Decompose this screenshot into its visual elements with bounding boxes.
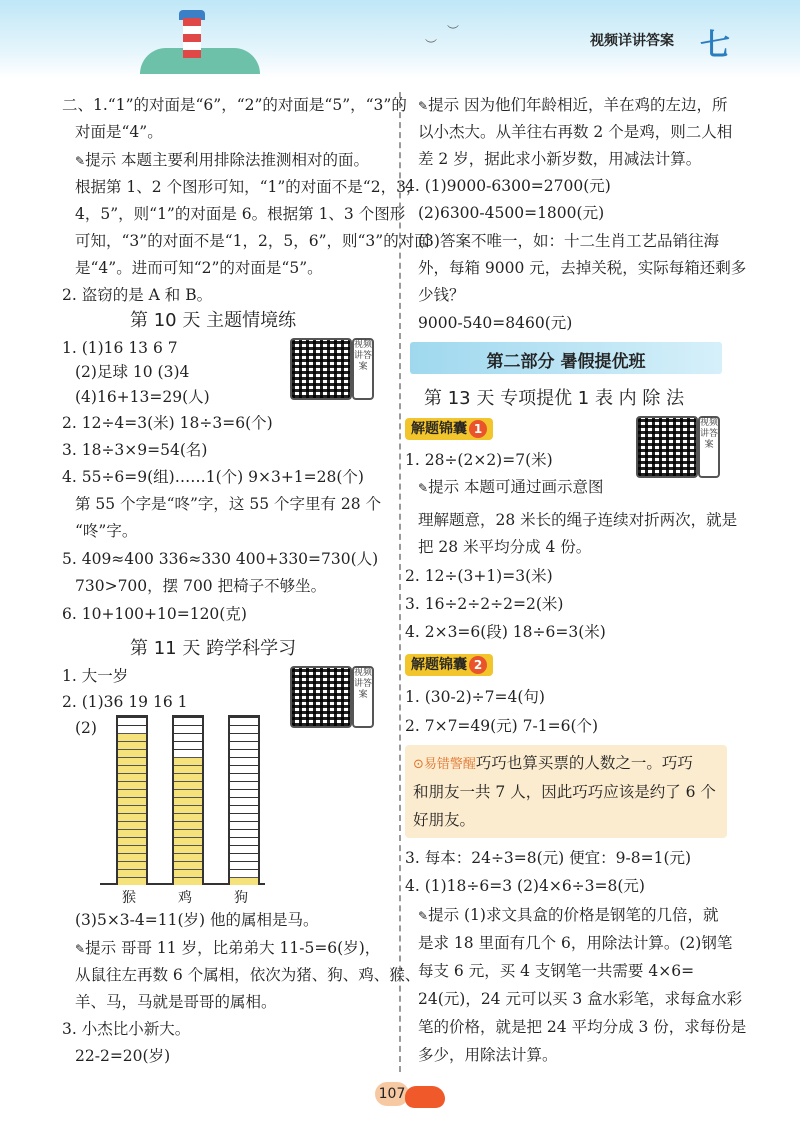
qr-code[interactable] — [636, 416, 698, 478]
hint-icon: ✎ — [75, 154, 86, 168]
hint-icon: ✎ — [418, 99, 429, 113]
warning-icon: ⊙ — [413, 757, 424, 772]
text-line: (2) — [75, 719, 97, 737]
text-line: 3. 18÷3×9=54(名) — [62, 441, 208, 459]
text-line: (4)16+13=29(人) — [75, 388, 210, 406]
section-title-day11: 第 11 天 跨学科学习 — [130, 638, 297, 659]
text-line: 对面是“4”。 — [75, 123, 163, 141]
hint-line — [418, 905, 718, 926]
part-banner — [410, 342, 722, 374]
text-line: (3)答案不唯一，如：十二生肖工艺品销往海 — [418, 232, 719, 250]
bird-icon: ︶ — [447, 24, 460, 38]
bar-1 — [172, 715, 204, 885]
category-label: 猴 — [122, 890, 136, 906]
text-line: 730>700，摆 700 把椅子不够坐。 — [75, 577, 327, 595]
text-line: 9000-540=8460(元) — [418, 314, 573, 332]
hint-icon: ✎ — [75, 942, 86, 956]
text-line: 2. 12÷(3+1)=3(米) — [405, 567, 553, 585]
qr-tag: 视频讲答案 — [698, 416, 720, 478]
bird-icon: ︶ — [425, 38, 438, 52]
warning-box — [405, 745, 727, 838]
text-line: “咚”字。 — [75, 522, 138, 540]
text-line: (2)6300-4500=1800(元) — [418, 204, 605, 222]
text-line: 羊、马，马就是哥哥的属相。 — [75, 993, 277, 1011]
text-line: 1. (30-2)÷7=4(句) — [405, 688, 545, 706]
text-line: 4，5”，则“1”的对面是 6。根据第 1、3 个图形 — [75, 205, 406, 223]
text-line: 把 28 米平均分成 4 份。 — [418, 538, 592, 556]
text-line: 22-2=20(岁) — [75, 1047, 171, 1065]
text-line: 4. 55÷6=9(组)……1(个) 9×3+1=28(个) — [62, 468, 364, 486]
text-line: 理解题意，28 米长的绳子连续对折两次，就是 — [418, 511, 738, 529]
badge-number: 2 — [469, 656, 487, 674]
text-line: 可知，“3”的对面不是“1，2，5，6”，则“3”的对面 — [75, 232, 430, 250]
text-line: 根据第 1、2 个图形可知，“1”的对面不是“2，3， — [75, 178, 422, 196]
hint-line — [75, 150, 369, 171]
hint-line — [418, 95, 728, 116]
badge-label: 解题锦囊 — [411, 657, 467, 673]
text-line: 3. 16÷2÷2÷2=2(米) — [405, 595, 564, 613]
section-title-day10: 第 10 天 主题情境练 — [130, 310, 297, 331]
warning-tag: 易错警醒 — [423, 757, 476, 772]
bar-fill-1 — [174, 757, 202, 885]
bar-fill-2 — [230, 877, 258, 885]
bar-0 — [116, 715, 148, 885]
text-line: 少钱？ — [418, 286, 465, 304]
hint-line — [418, 477, 604, 498]
hint-text: 提示 本题主要利用排除法推测相对的面。 — [85, 151, 369, 169]
text-line: 是“4”。进而可知“2”的对面是“5”。 — [75, 259, 323, 277]
hint-text: 提示 哥哥 11 岁，比弟弟大 11-5=6(岁)， — [85, 939, 381, 957]
text-line: 每支 6 元，买 4 支钢笔一共需要 4×6= — [418, 962, 695, 980]
text-line: 4. (1)18÷6=3 (2)4×6÷3=8(元) — [405, 877, 645, 895]
text-line: (2)足球 10 (3)4 — [75, 363, 190, 381]
text-line: 多少，用除法计算。 — [418, 1046, 558, 1064]
text-line: 1. 28÷(2×2)=7(米) — [405, 451, 553, 469]
hint-text: 提示 (1)求文具盒的价格是钢笔的几倍，就 — [428, 906, 719, 924]
submarine-icon — [405, 1086, 445, 1108]
hint-text: 提示 本题可通过画示意图 — [428, 478, 604, 496]
text-line: 笔的价格，就是把 24 平均分成 3 份，求每份是 — [418, 1018, 747, 1036]
section-title-day13: 第 13 天 专项提优 1 表 内 除 法 — [424, 388, 685, 409]
category-label: 鸡 — [178, 890, 192, 906]
text-line: 3. 小杰比小新大。 — [62, 1020, 191, 1038]
text-line: 1. 大一岁 — [62, 667, 129, 685]
text-line: 2. 7×7=49(元) 7-1=6(个) — [405, 717, 599, 735]
bar-fill-0 — [118, 733, 146, 885]
text-line: 4. 2×3=6(段) 18÷6=3(米) — [405, 623, 606, 641]
text-line: 第 55 个字是“咚”字，这 55 个字里有 28 个 — [75, 495, 382, 513]
warning-line: 好朋友。 — [413, 811, 476, 829]
text-line: 是求 18 里面有几个 6，用除法计算。(2)钢笔 — [418, 934, 733, 952]
warning-text: 巧巧也算买票的人数之一。巧巧 — [475, 754, 693, 772]
text-line: 二、1.“1”的对面是“6”，“2”的对面是“5”，“3”的 — [62, 96, 407, 114]
qr-tag: 视频讲答案 — [352, 338, 374, 400]
hint-icon: ✎ — [418, 481, 429, 495]
qr-code[interactable] — [290, 666, 352, 728]
hint-line — [75, 938, 380, 959]
banner-text: 第二部分 暑假提优班 — [486, 352, 646, 372]
text-line: 差 2 岁，据此求小新岁数，用减法计算。 — [418, 150, 702, 168]
header-title: 视频详讲答案 — [590, 33, 674, 49]
tip-badge-1 — [405, 418, 493, 440]
category-label: 狗 — [234, 890, 248, 906]
text-line: 2. (1)36 19 16 1 — [62, 693, 188, 711]
page-number: 107 — [375, 1082, 409, 1106]
text-line: 1. (1)16 13 6 7 — [62, 339, 178, 357]
page-header — [0, 0, 800, 78]
hint-icon: ✎ — [418, 909, 429, 923]
warning-line — [413, 753, 693, 775]
qr-tag: 视频讲答案 — [352, 666, 374, 728]
badge-label: 解题锦囊 — [411, 421, 467, 437]
text-line: (3)5×3-4=11(岁) 他的属相是马。 — [75, 911, 319, 929]
warning-line: 和朋友一共 7 人，因此巧巧应该是约了 6 个 — [413, 783, 716, 801]
lighthouse-tower — [183, 18, 201, 58]
hint-text: 提示 因为他们年龄相近，羊在鸡的左边，所 — [428, 96, 728, 114]
qr-code[interactable] — [290, 338, 352, 400]
text-line: 外，每箱 9000 元，去掉关税，实际每箱还剩多 — [418, 259, 747, 277]
badge-number: 1 — [469, 420, 487, 438]
text-line: 从鼠往左再数 6 个属相，依次为猪、狗、鸡、猴、 — [75, 966, 421, 984]
text-line: 4. (1)9000-6300=2700(元) — [405, 177, 611, 195]
text-line: 24(元)，24 元可以买 3 盒水彩笔，求每盒水彩 — [418, 990, 743, 1008]
text-line: 3. 每本：24÷3=8(元) 便宜：9-8=1(元) — [405, 849, 692, 867]
logo-icon: 七 — [700, 28, 730, 63]
text-line: 以小杰大。从羊往右再数 2 个是鸡，则二人相 — [418, 123, 733, 141]
text-line: 2. 12÷4=3(米) 18÷3=6(个) — [62, 414, 273, 432]
text-line: 6. 10+100+10=120(克) — [62, 605, 247, 623]
tip-badge-2 — [405, 654, 493, 676]
bar-2 — [228, 715, 260, 885]
text-line: 5. 409≈400 336≈330 400+330=730(人) — [62, 550, 379, 568]
text-line: 2. 盗窃的是 A 和 B。 — [62, 286, 213, 304]
